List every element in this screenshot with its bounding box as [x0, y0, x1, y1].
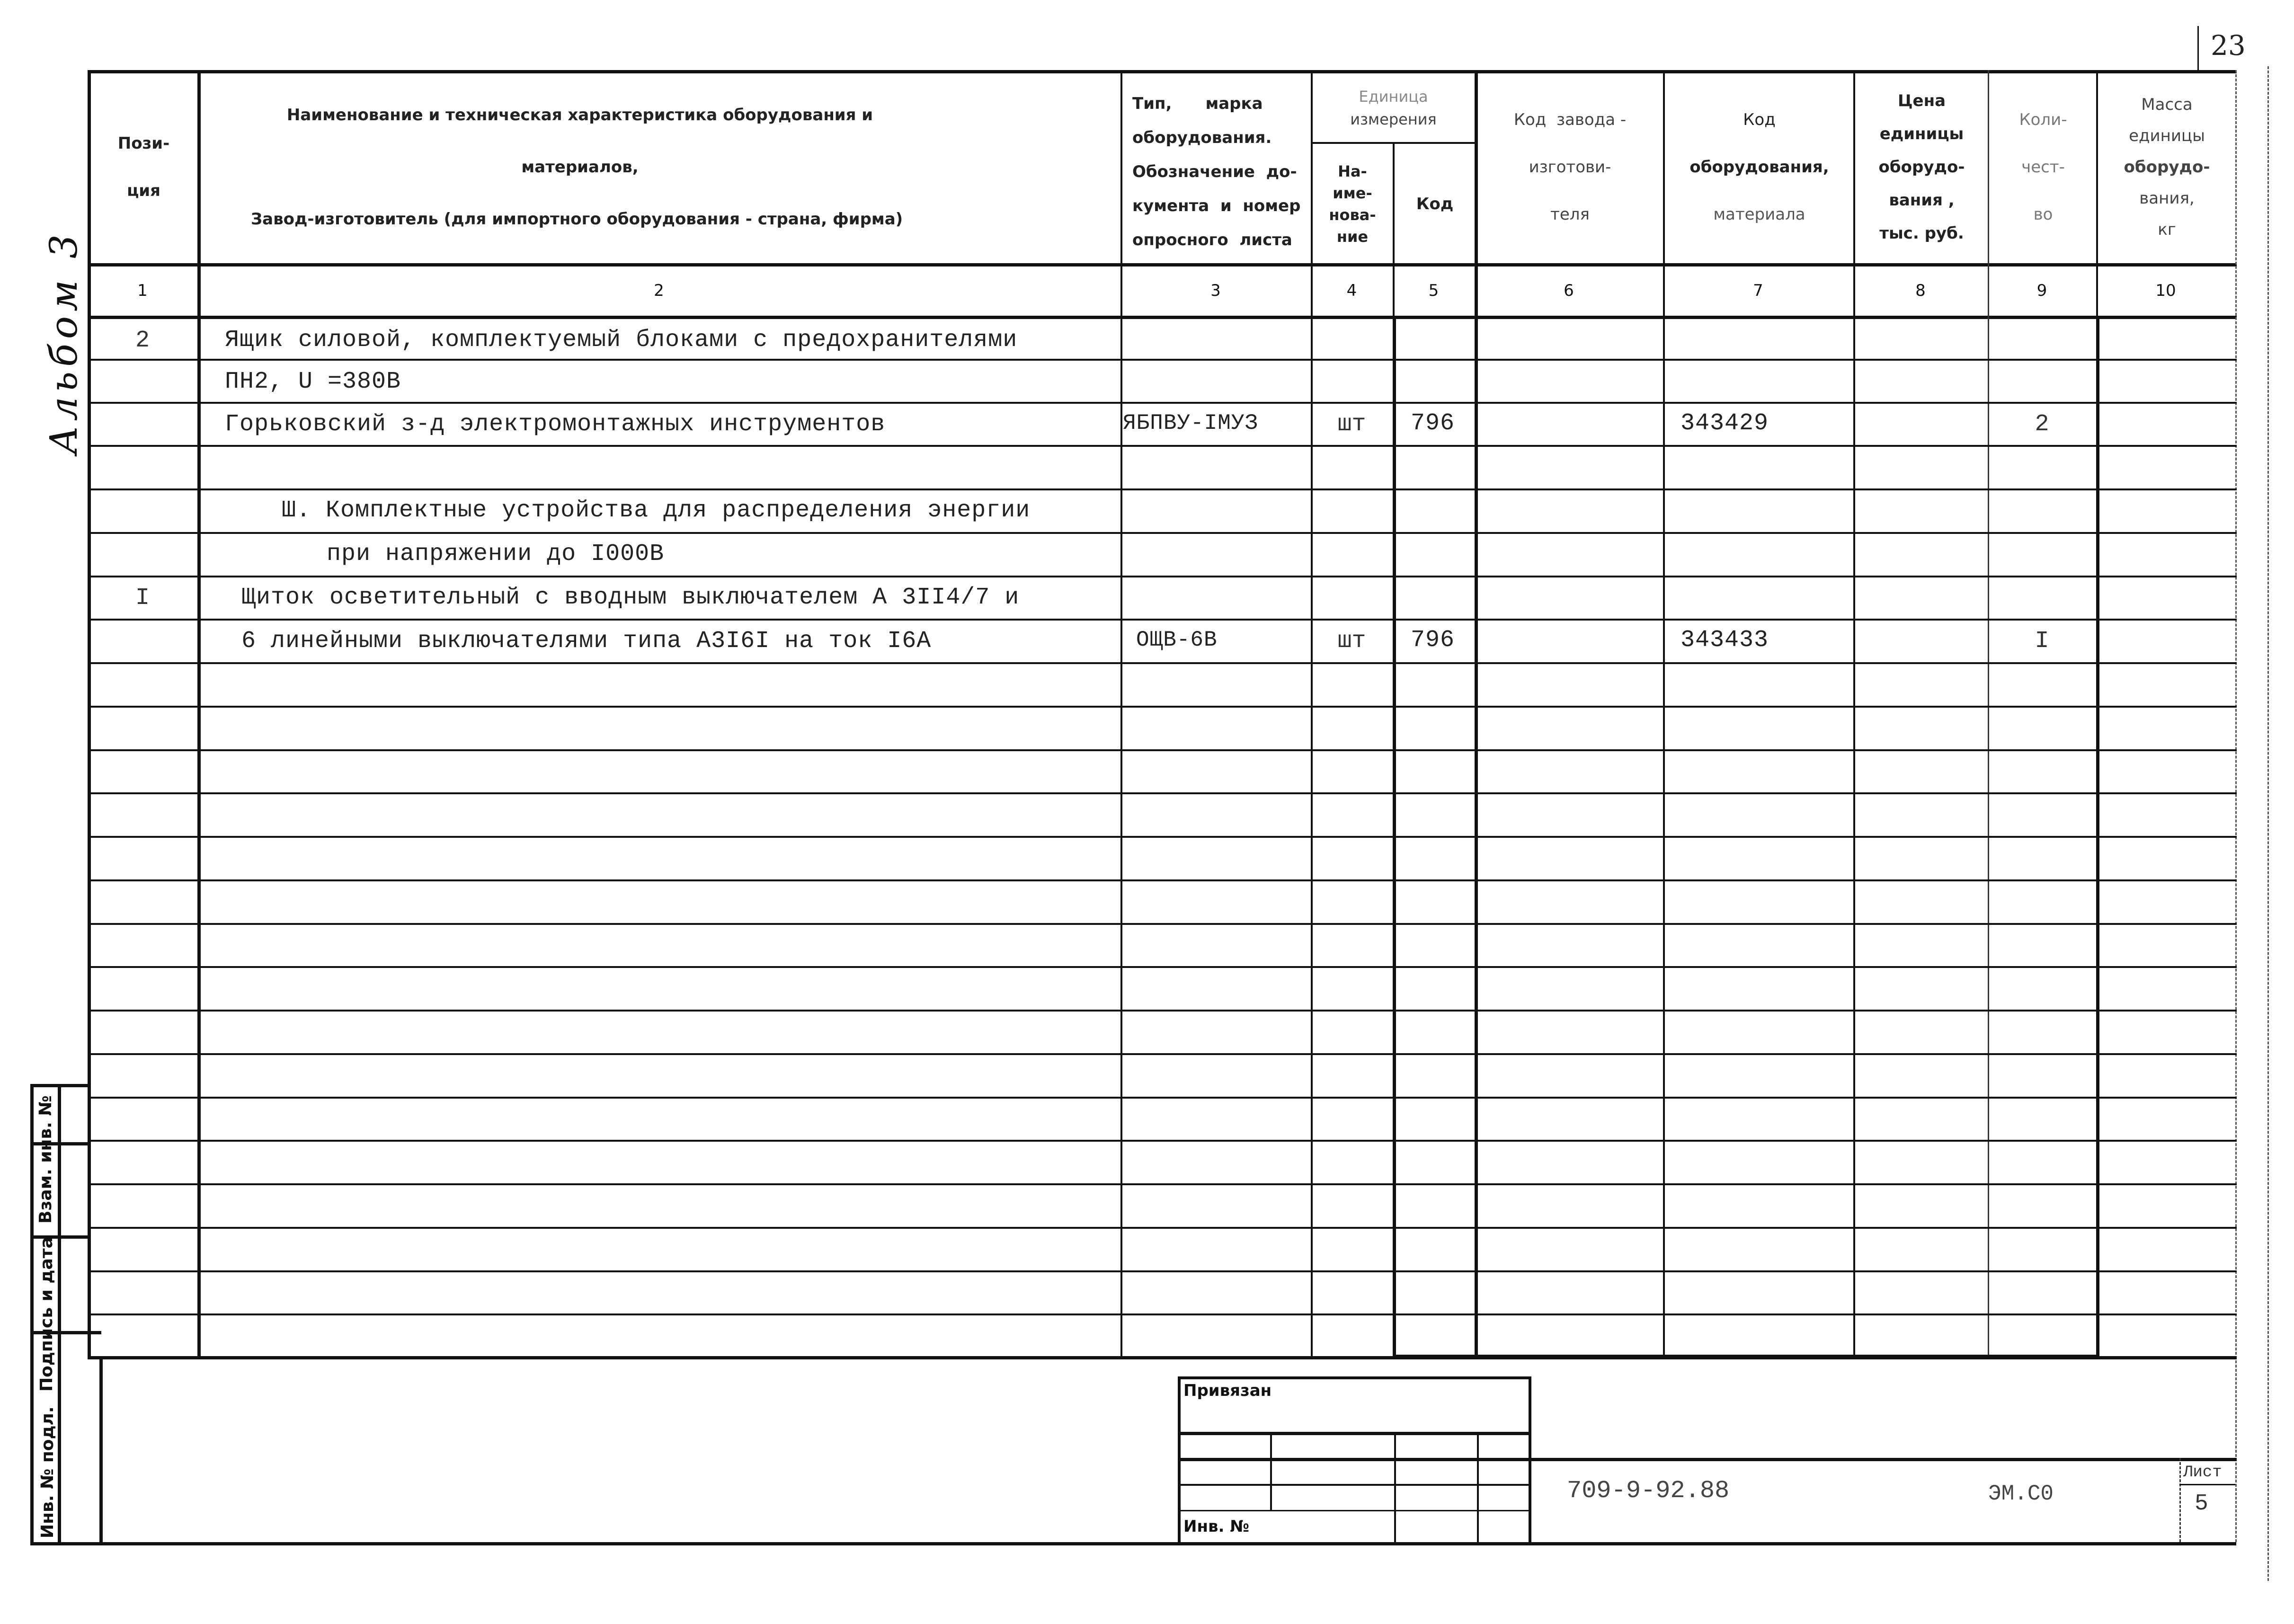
column-number: 10: [2155, 281, 2176, 300]
header-text: материала: [1713, 205, 1805, 224]
col-border-right: [2235, 70, 2237, 1542]
row-name: 6 линейными выключателями типа А3I6I на ток I6А: [241, 628, 932, 655]
row-unit: шт: [1337, 410, 1366, 438]
header-text: Масса: [2141, 95, 2193, 114]
row-quantity: I: [2035, 628, 2049, 655]
page-number: 23: [2211, 29, 2246, 62]
col-border-left: [88, 70, 91, 1358]
header-text: измерения: [1350, 110, 1437, 128]
sheet-box-left: [2179, 1458, 2181, 1542]
row-position: 2: [135, 327, 150, 354]
header-text: Коли-: [2019, 110, 2067, 129]
row-line: [88, 1183, 2237, 1185]
header-text: кг: [2158, 220, 2176, 239]
row-line: [88, 576, 2237, 577]
row-line: [88, 1053, 2237, 1055]
header-text: вания ,: [1889, 191, 1955, 210]
column-number: 1: [137, 281, 148, 300]
col-border-3-4: [1311, 70, 1313, 1358]
document-mark: ЭМ.С0: [1988, 1482, 2054, 1506]
stamp-top-border: [30, 1084, 89, 1087]
row-equipment-code: 343433: [1680, 627, 1769, 654]
row-name: Щиток осветительный с вводным выключателем А 3II4/7 и: [241, 584, 1020, 611]
header-type: [1123, 80, 1311, 263]
row-name: Горьковский з-д электромонтажных инструментов: [225, 411, 886, 438]
stamp-inv-podl: Инв. № подл.: [38, 1406, 57, 1538]
header-text: Тип, марка: [1132, 94, 1263, 113]
header-position: [90, 71, 197, 263]
row-line: [88, 879, 2237, 881]
column-number: 6: [1564, 281, 1574, 300]
stamp-vzam-inv: Взам. инв. №: [36, 1095, 55, 1224]
page-bottom-border: [30, 1542, 2236, 1545]
header-name: [199, 71, 909, 263]
header-text: оборудования,: [1689, 158, 1829, 177]
page-number-divider: [2197, 26, 2199, 71]
col-border-5-6: [1475, 70, 1478, 1358]
header-text: Код: [1743, 110, 1776, 129]
header-text: Завод-изготовитель (для импортного оборудования - страна, фирма): [251, 210, 903, 229]
header-text: Пози-: [117, 134, 170, 153]
column-number: 7: [1753, 281, 1763, 300]
row-line: [88, 532, 2237, 534]
header-text: Обозначение до-: [1132, 162, 1297, 181]
row-line: [88, 923, 2237, 925]
row-equipment-code: 343429: [1680, 410, 1769, 437]
header-text: кумента и номер: [1132, 196, 1301, 215]
frame-left-lower: [99, 1356, 103, 1543]
header-text: оборудования.: [1132, 128, 1272, 147]
header-text: единицы: [2129, 126, 2205, 145]
row-line: [88, 1140, 2237, 1142]
stamp-mid-border: [58, 1084, 61, 1542]
header-text: Код: [1416, 194, 1454, 213]
col-border-1-2: [197, 70, 201, 1358]
col-border-2-3: [1120, 70, 1122, 1358]
page-edge-line: [2267, 66, 2269, 1581]
row-line: [88, 1227, 2237, 1229]
inv-no-label: Инв. №: [1183, 1517, 1250, 1536]
row-quantity: 2: [2035, 410, 2049, 438]
section-heading-continued: при напряжении до I000В: [327, 541, 665, 568]
header-text: единицы: [1879, 124, 1964, 143]
row-line: [88, 445, 2237, 447]
col-border-8-9: [1988, 70, 1989, 1358]
column-number: 4: [1346, 281, 1357, 300]
header-text: нова-: [1329, 205, 1376, 224]
header-text: чест-: [2021, 158, 2065, 177]
row-line: [88, 1313, 2237, 1315]
row-line: [88, 1097, 2237, 1099]
sheet-box-divider: [2179, 1484, 2235, 1485]
row-line: [88, 966, 2237, 968]
stamp-podpis-data: Подпись и дата: [37, 1237, 56, 1392]
privyazan-col-line: [1477, 1432, 1479, 1542]
header-unit-name: [1312, 144, 1393, 263]
header-text: Наименование и техническая характеристика оборудования и материалов,: [286, 106, 873, 177]
row-line: [88, 662, 2237, 664]
header-text: На-: [1338, 162, 1367, 180]
col-border-7-8: [1853, 70, 1855, 1358]
row-line: [88, 792, 2237, 794]
row-name: ПН2, U =380В: [225, 368, 401, 395]
privyazan-label: Привязан: [1183, 1381, 1272, 1400]
title-block-top: [1531, 1458, 2237, 1461]
col-border-6-7: [1663, 70, 1665, 1358]
row-name: Ящик силовой, комплектуемый блоками с предохранителями: [225, 327, 1018, 354]
row-code: 796: [1411, 627, 1455, 654]
row-line: [88, 488, 2237, 490]
privyazan-col-line: [1394, 1432, 1396, 1542]
column-number: 3: [1210, 281, 1221, 300]
row-code: 796: [1411, 410, 1455, 437]
sheet-number: 5: [2195, 1491, 2208, 1517]
header-unit-price: [1856, 71, 1988, 263]
header-quantity: [1990, 71, 2096, 263]
column-number-row-border: [88, 316, 2237, 319]
header-text: Цена: [1897, 91, 1946, 110]
section-heading: Ш. Комплектные устройства для распределения энергии: [282, 497, 1031, 524]
sheet-label: Лист: [2183, 1464, 2222, 1482]
header-unit-mass: [2098, 71, 2235, 263]
header-text: изготови-: [1529, 158, 1611, 177]
row-line: [88, 1010, 2237, 1012]
column-number: 2: [654, 281, 664, 300]
header-text: Код завода -: [1513, 110, 1627, 129]
stamp-left-border: [30, 1084, 34, 1542]
header-text: оборудо-: [1878, 158, 1965, 177]
header-text: име-: [1333, 184, 1372, 202]
header-text: вания,: [2139, 189, 2195, 208]
row-line: [88, 359, 2237, 361]
header-text: теля: [1550, 205, 1590, 224]
header-factory-code: [1477, 71, 1663, 263]
row-line: [88, 1270, 2237, 1272]
header-text: во: [2033, 205, 2053, 224]
row-line: [88, 402, 2237, 404]
header-text: тыс. руб.: [1879, 224, 1964, 243]
column-number: 5: [1428, 281, 1439, 300]
row-line: [88, 619, 2237, 621]
column-number: 9: [2036, 281, 2047, 300]
row-line: [88, 706, 2237, 708]
table-bottom-border: [88, 1356, 2237, 1359]
header-unit-group: [1312, 73, 1475, 142]
header-equipment-code: [1665, 71, 1853, 263]
row-line: [88, 836, 2237, 838]
header-text: оборудо-: [2124, 158, 2210, 177]
header-text: ние: [1336, 227, 1369, 246]
header-text: ция: [127, 181, 160, 200]
album-label: Альбом 3: [42, 230, 86, 454]
header-text: опросного листа: [1132, 231, 1292, 249]
header-text: Единица: [1359, 87, 1428, 106]
row-line: [88, 749, 2237, 751]
row-unit: шт: [1337, 628, 1366, 655]
privyazan-col-line: [1270, 1432, 1272, 1510]
document-code: 709-9-92.88: [1567, 1477, 1730, 1505]
row-position: I: [135, 585, 150, 612]
column-number: 8: [1915, 281, 1926, 300]
row-type: ОЩВ-6В: [1136, 628, 1218, 652]
row-type: ЯБПВУ-IМУЗ: [1123, 411, 1259, 435]
header-unit-code: [1395, 144, 1475, 263]
